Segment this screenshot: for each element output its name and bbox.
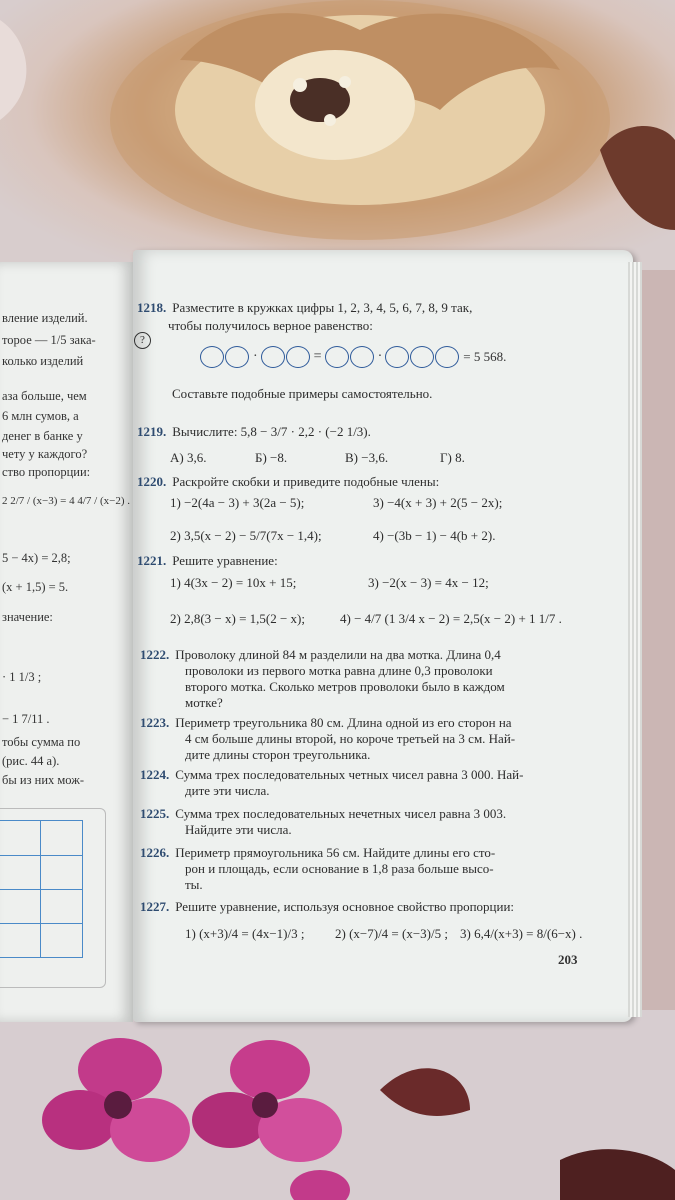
exercise-1224: 1224. Сумма трех последовательных четных чисел равна 3 000. Най-	[140, 767, 524, 782]
left-text-line: торое — 1/5 зака-	[2, 333, 96, 347]
left-text-line: 5 − 4x) = 2,8;	[2, 551, 71, 565]
exercise-text: второго мотка. Сколько метров проволоки было в каждом	[185, 679, 505, 694]
exercise-item: 3) −4(x + 3) + 2(5 − 2x);	[373, 495, 503, 510]
exercise-1226: 1226. Периметр прямоугольника 56 см. Найдите длины его сто-	[140, 845, 496, 860]
exercise-1221: 1221. Решите уравнение:	[137, 553, 278, 568]
left-text-line: чету у каждого?	[2, 447, 88, 461]
exercise-item: 1) −2(4a − 3) + 3(2a − 5);	[170, 495, 305, 510]
empty-circle	[325, 346, 349, 368]
empty-circle	[435, 346, 459, 368]
exercise-text: мотке?	[185, 695, 223, 710]
empty-circle	[410, 346, 434, 368]
exercise-item: 4) − 4/7 (1 3/4 x − 2) = 2,5(x − 2) + 1 1/7 .	[340, 611, 562, 626]
exercise-text: ты.	[185, 877, 203, 892]
answer-option: Б) −8.	[255, 450, 288, 465]
exercise-item: 3) 6,4/(x+3) = 8/(6−x) .	[460, 926, 583, 941]
exercise-1222: 1222. Проволоку длиной 84 м разделили на два мотка. Длина 0,4	[140, 647, 501, 662]
empty-circle	[261, 346, 285, 368]
flower-pattern-bottom	[0, 1010, 675, 1200]
exercise-1225: 1225. Сумма трех последовательных нечетных чисел равна 3 003.	[140, 806, 507, 821]
left-text-line: вление изделий.	[2, 311, 88, 325]
equation-result: = 5 568.	[463, 349, 507, 364]
exercise-1220: 1220. Раскройте скобки и приведите подобные члены:	[137, 474, 440, 489]
exercise-1227: 1227. Решите уравнение, используя основное свойство пропорции:	[140, 899, 515, 914]
exercise-text: проволоки из первого мотка равна длине 0,3 проволоки	[185, 663, 493, 678]
exercise-text: дите эти числа.	[185, 783, 270, 798]
left-text-line: колько изделий	[2, 354, 84, 368]
exercise-item: 1) 4(3x − 2) = 10x + 15;	[170, 575, 297, 590]
empty-circle	[286, 346, 310, 368]
exercise-number: 1218.	[137, 300, 167, 315]
exercise-item: 3) −2(x − 3) = 4x − 12;	[368, 575, 489, 590]
exercise-1218: 1218. Разместите в кружках цифры 1, 2, 3, 4, 5, 6, 7, 8, 9 так,	[137, 300, 473, 315]
exercise-item: 2) (x−7)/4 = (x−3)/5 ;	[335, 926, 448, 941]
exercise-text: Найдите эти числа.	[185, 822, 292, 837]
empty-circle	[200, 346, 224, 368]
left-text-line: тобы сумма по	[2, 735, 81, 749]
left-text-line: 6 млн сумов, а	[2, 409, 79, 423]
exercise-item: 4) −(3b − 1) − 4(b + 2).	[373, 528, 496, 543]
left-text-line: · 1 1/3 ;	[2, 670, 42, 684]
answer-option: В) −3,6.	[345, 450, 389, 465]
empty-circle	[225, 346, 249, 368]
exercise-item: 2) 2,8(3 − x) = 1,5(2 − x);	[170, 611, 306, 626]
exercise-item: 1) (x+3)/4 = (4x−1)/3 ;	[185, 926, 305, 941]
left-text-line: − 1 7/11 .	[2, 712, 50, 726]
exercise-1223: 1223. Периметр треугольника 80 см. Длина одной из его сторон на	[140, 715, 512, 730]
exercise-text: 4 см больше длины второй, но короче третьей на 3 см. Най-	[185, 731, 516, 746]
equals-sign: =	[313, 349, 322, 364]
left-text-line: бы из них мож-	[2, 773, 85, 787]
left-text-line: (x + 1,5) = 5.	[2, 580, 69, 594]
exercise-1219: 1219. Вычислите: 5,8 − 3/7 · 2,2 · (−2 1/3).	[137, 424, 371, 439]
grid-figure	[0, 820, 83, 958]
left-text-line: ство пропорции:	[2, 465, 91, 479]
left-text-line: значение:	[2, 610, 53, 624]
exercise-text: дите длины сторон треугольника.	[185, 747, 371, 762]
exercise-text: чтобы получилось верное равенство:	[168, 318, 373, 333]
empty-circle	[350, 346, 374, 368]
flower-pattern-top	[0, 0, 675, 270]
dot-sign: ·	[253, 349, 258, 364]
circle-equation	[200, 346, 509, 368]
answer-option: А) 3,6.	[170, 450, 207, 465]
exercise-note: Составьте подобные примеры самостоятельно.	[172, 386, 433, 401]
exercise-item: 2) 3,5(x − 2) − 5/7(7x − 1,4);	[170, 528, 322, 543]
left-text-line: (рис. 44 а).	[2, 754, 60, 768]
page-edge	[628, 262, 642, 1017]
answer-option: Г) 8.	[440, 450, 465, 465]
left-formula: 2 2/7 / (x−3) = 4 4/7 / (x−2) .	[2, 495, 130, 507]
left-text-line: аза больше, чем	[2, 389, 87, 403]
dot-sign: ·	[377, 349, 383, 364]
exercise-text: рон и площадь, если основание в 1,8 раза больше высо-	[185, 861, 494, 876]
question-marker-icon: ?	[134, 332, 151, 349]
left-text-line: денег в банке у	[2, 429, 83, 443]
empty-circle	[385, 346, 409, 368]
page-number: 203	[558, 952, 578, 967]
